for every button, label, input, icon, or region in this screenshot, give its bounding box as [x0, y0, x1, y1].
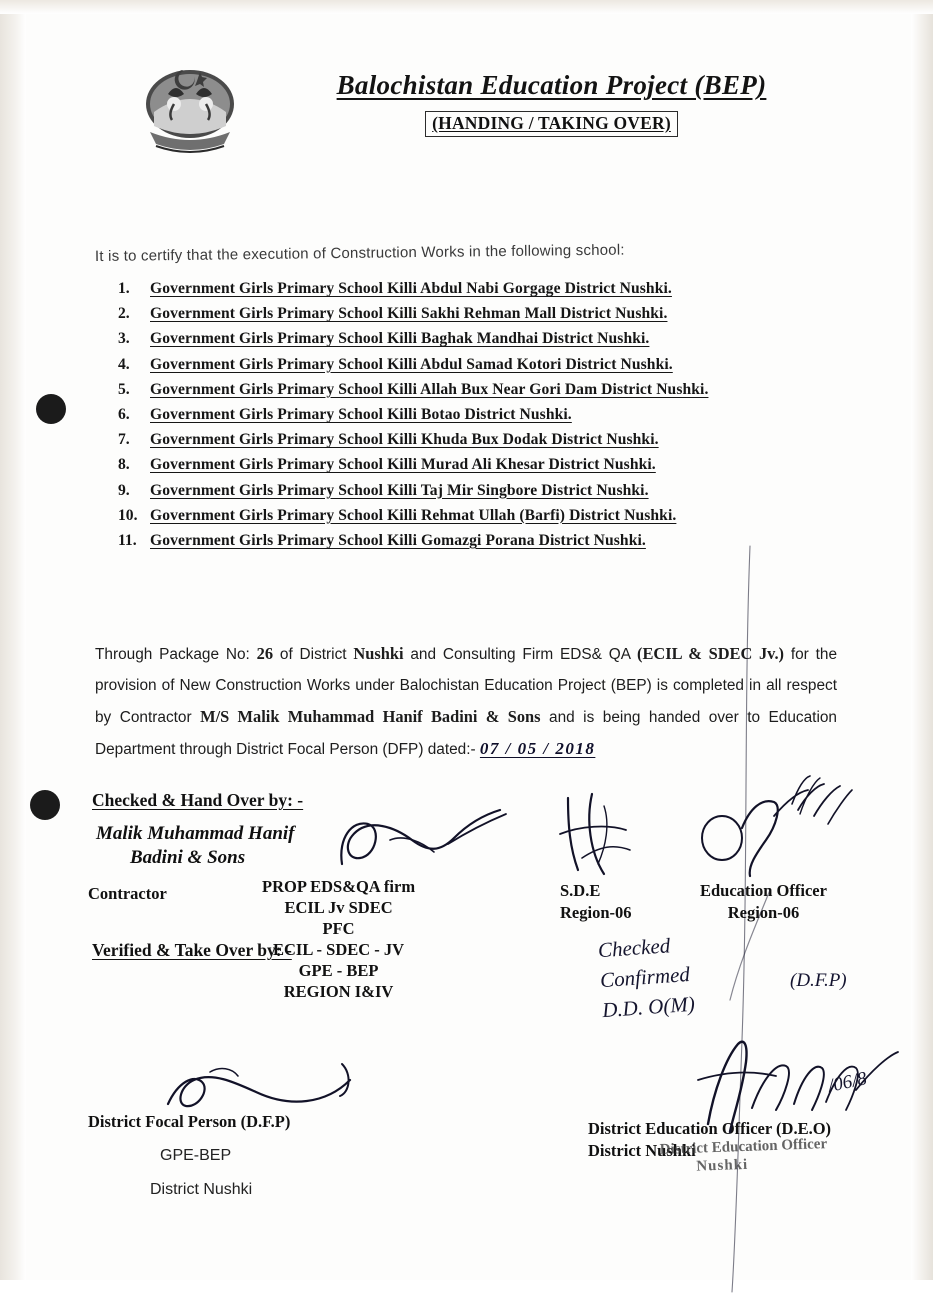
list-item: [118, 431, 818, 449]
education-officer-title: Education Officer: [700, 881, 827, 900]
handwritten-checked: Checked: [597, 933, 671, 963]
list-item-number: 3.: [118, 330, 130, 348]
official-stamp: [659, 1135, 828, 1177]
district-name: Nushki: [353, 644, 404, 663]
list-item-number: 1.: [118, 280, 130, 297]
list-item-label: Government Girls Primary School Killi Rehmat Ullah (Barfi) District Nushki.: [150, 506, 677, 524]
handwritten-date-mark: /06/8: [826, 1068, 869, 1097]
education-officer-block: [700, 880, 827, 924]
list-item: [118, 305, 818, 323]
list-item-number: 2.: [118, 305, 130, 323]
list-item-label: Government Girls Primary School Killi Khuda Bux Dodak District Nushki.: [150, 431, 659, 449]
list-item-number: 9.: [118, 481, 130, 499]
list-item: [118, 482, 818, 500]
deo-title: District Education Officer (D.E.O): [588, 1119, 832, 1138]
stamp-line-2: Nushki: [696, 1156, 749, 1175]
list-item-number: 10.: [118, 506, 138, 524]
contractor-name-line2: Badini & Sons: [130, 847, 246, 868]
hole-punch-mark: [36, 394, 66, 424]
list-item-label: Government Girls Primary School Killi Abdul Samad Kotori District Nushki.: [150, 355, 673, 373]
stamp-line-1: District Education Officer: [659, 1136, 828, 1158]
list-item-number: 8.: [118, 456, 130, 474]
dfp-district: District Nushki: [150, 1181, 253, 1198]
list-item-number: 5.: [118, 380, 130, 398]
list-item: [118, 456, 818, 474]
handover-date: 07 / 05 / 2018: [479, 739, 596, 758]
handwritten-ddo: D.D. O(M): [601, 991, 696, 1023]
school-list: [118, 280, 818, 557]
scan-edge-top: [0, 0, 933, 14]
firm-line-6: REGION I&IV: [283, 982, 394, 1001]
list-item: [118, 381, 818, 399]
body-part-3: and Consulting Firm EDS& QA: [403, 646, 637, 663]
consultant-firm-block: [262, 876, 415, 1002]
list-item-number: 7.: [118, 431, 130, 449]
list-item: [118, 507, 818, 525]
list-item: [118, 330, 818, 348]
contractor-name-line1: Malik Muhammad Hanif: [96, 823, 295, 844]
dfp-signature-block: [88, 1105, 290, 1207]
handwritten-confirmed: Confirmed: [599, 961, 691, 993]
list-item: [118, 532, 818, 550]
checked-handover-label: Checked & Hand Over by: -: [92, 790, 304, 810]
dfp-title: District Focal Person (D.F.P): [88, 1112, 291, 1131]
page-title: Balochistan Education Project (BEP): [336, 70, 767, 100]
list-item-number: 4.: [118, 355, 130, 373]
title-block: [250, 70, 853, 137]
contractor-role-label: Contractor: [88, 884, 167, 903]
list-item-label: Government Girls Primary School Killi Gomazgi Porana District Nushki.: [150, 531, 646, 549]
government-crest-icon: [130, 60, 250, 170]
list-item-label: Government Girls Primary School Killi Baghak Mandhai District Nushki.: [150, 330, 650, 348]
body-part-5: and is being handed over to Education Department through District Focal Person (DFP) dated:-: [95, 709, 837, 758]
list-item-label: Government Girls Primary School Killi Allah Bux Near Gori Dam District Nushki.: [150, 380, 709, 398]
sde-region: Region-06: [560, 903, 632, 922]
body-part-2: of District: [273, 646, 354, 663]
handwritten-dfp-mark: (D.F.P): [790, 970, 847, 991]
firm-line-5: GPE - BEP: [298, 961, 379, 980]
list-item: [118, 406, 818, 424]
document-header: [0, 52, 933, 172]
list-item-number: 11.: [118, 531, 137, 549]
list-item-label: Government Girls Primary School Killi Murad Ali Khesar District Nushki.: [150, 456, 656, 474]
dfp-organization: GPE-BEP: [160, 1147, 232, 1164]
list-item-label: Government Girls Primary School Killi Botao District Nushki.: [150, 405, 572, 423]
contractor-name: M/S Malik Muhammad Hanif Badini & Sons: [200, 707, 541, 726]
verified-takeover-label: Verified & Take Over by: -: [92, 940, 292, 960]
consulting-firm: (ECIL & SDEC Jv.): [637, 644, 785, 663]
firm-line-3: PFC: [322, 919, 355, 938]
handwritten-confirmation: [597, 929, 696, 1025]
contractor-signature-name: [96, 822, 295, 870]
deo-district: District Nushki: [588, 1141, 696, 1160]
firm-line-4: ECIL - SDEC - JV: [272, 940, 405, 959]
list-item-label: Government Girls Primary School Killi Taj Mir Singbore District Nushki.: [150, 481, 649, 499]
body-part-4: for the provision of New Construction Works under Balochistan Education Project (BEP) is completed in all respect by Contractor: [95, 646, 838, 726]
list-item: [118, 280, 818, 298]
page-subtitle: (HANDING / TAKING OVER): [425, 111, 678, 137]
body-part-1: Through Package No:: [95, 646, 257, 663]
certification-intro-text: It is to certify that the execution of Construction Works in the following school:: [94, 241, 625, 265]
list-item-label: Government Girls Primary School Killi Abdul Nabi Gorgage District Nushki.: [150, 280, 672, 297]
list-item-number: 6.: [118, 405, 130, 423]
sde-signature-block: [560, 880, 632, 924]
firm-line-2: ECIL Jv SDEC: [284, 898, 393, 917]
list-item-label: Government Girls Primary School Killi Sakhi Rehman Mall District Nushki.: [150, 305, 668, 323]
firm-line-1: PROP EDS&QA firm: [262, 877, 416, 896]
signature-zone: [0, 780, 933, 1280]
sde-title: S.D.E: [560, 881, 601, 900]
education-officer-region: Region-06: [727, 903, 800, 922]
body-paragraph: [95, 638, 837, 765]
package-number: 26: [256, 644, 274, 663]
list-item: [118, 356, 818, 374]
